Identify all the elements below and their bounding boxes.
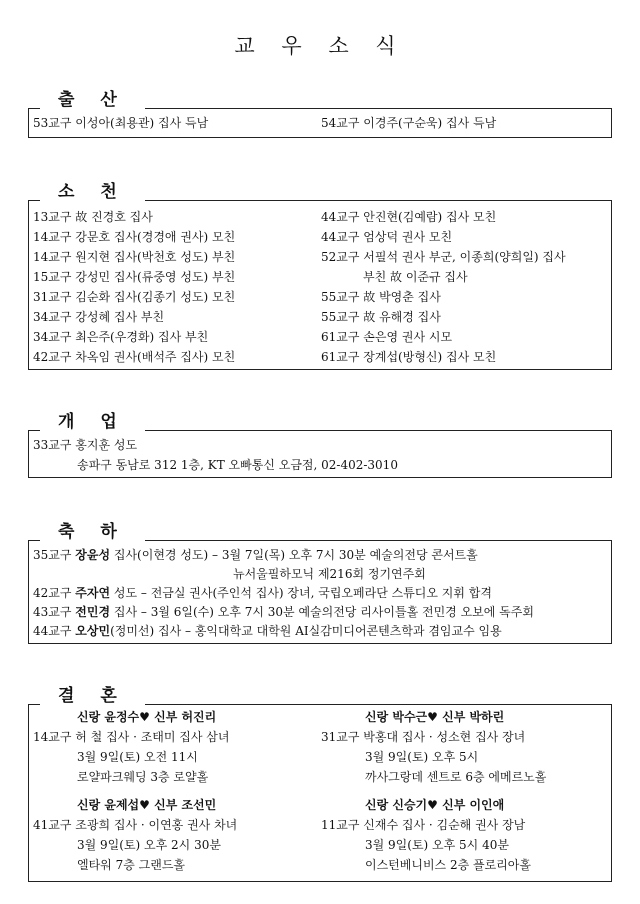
wedding-family: 31교구 박홍대 집사 · 성소현 집사 장녀 — [321, 730, 526, 744]
death-item: 14교구 강문호 집사(경경애 권사) 모친 — [33, 230, 236, 244]
heart-icon: ♥ — [139, 710, 150, 724]
death-item: 34교구 강성혜 집사 부친 — [33, 310, 165, 324]
bride-name: 허진리 — [181, 710, 217, 724]
opening-title: 개 업 — [40, 412, 145, 432]
congrats-detail: 성도 – 전금실 권사(주인석 집사) 장녀, 국립오페라단 스튜디오 지휘 합격 — [110, 586, 492, 600]
congrats-detail: (정미선) 집사 – 홍익대학교 대학원 AI실감미디어콘텐츠학과 겸임교수 임용 — [110, 624, 502, 638]
wedding-family: 41교구 조광희 집사 · 이연홍 권사 차녀 — [33, 818, 238, 832]
wedding-title: 결 혼 — [40, 686, 145, 706]
wedding-place: 까사그랑데 센트로 6층 에메르노홀 — [365, 770, 547, 784]
groom-name: 신승기 — [392, 798, 428, 812]
congrats-prefix: 42교구 — [33, 586, 76, 600]
groom-label: 신랑 — [365, 798, 393, 812]
congrats-item — [33, 547, 478, 563]
wedding-couple — [365, 797, 504, 813]
wedding-date: 3월 9일(토) 오전 11시 — [77, 750, 198, 764]
birth-title: 출 산 — [40, 90, 145, 110]
congrats-prefix: 44교구 — [33, 624, 76, 638]
death-section — [28, 200, 612, 370]
wedding-date: 3월 9일(토) 오후 2시 30분 — [77, 838, 221, 852]
wedding-date: 3월 9일(토) 오후 5시 — [365, 750, 479, 764]
opening-line-2: 송파구 동남로 312 1층, KT 오빠통신 오금점, 02-402-3010 — [77, 458, 398, 472]
congrats-item — [33, 604, 534, 620]
death-item: 55교구 故 유해경 집사 — [321, 310, 441, 324]
death-item: 61교구 장계섭(방형신) 집사 모친 — [321, 350, 497, 364]
wedding-family: 11교구 신재수 집사 · 김순해 권사 장남 — [321, 818, 526, 832]
wedding-section — [28, 704, 612, 882]
wedding-place: 로얄파크웨딩 3층 로얄홀 — [77, 770, 209, 784]
heart-icon: ♥ — [427, 710, 438, 724]
congrats-detail: 뉴서울필하모닉 제216회 정기연주회 — [233, 567, 426, 581]
wedding-couple — [365, 709, 504, 725]
birth-right: 54교구 이경주(구순욱) 집사 득남 — [321, 116, 497, 130]
bride-name: 조선민 — [181, 798, 217, 812]
death-item: 14교구 원지현 집사(박천호 성도) 부친 — [33, 250, 236, 264]
death-item: 44교구 엄상덕 권사 모친 — [321, 230, 453, 244]
congrats-section — [28, 540, 612, 644]
groom-label: 신랑 — [77, 710, 105, 724]
birth-left: 53교구 이성아(최용관) 집사 득남 — [33, 116, 209, 130]
opening-section — [28, 430, 612, 478]
death-item: 55교구 故 박영춘 집사 — [321, 290, 441, 304]
groom-label: 신랑 — [77, 798, 105, 812]
congrats-detail: 집사 – 3월 6일(수) 오후 7시 30분 예술의전당 리사이틀홀 전민경 오보에 독주회 — [110, 605, 534, 619]
bride-name: 박하린 — [469, 710, 505, 724]
wedding-place: 이스턴베니비스 2층 플로리아홀 — [365, 858, 531, 872]
groom-name: 윤정수 — [104, 710, 140, 724]
death-item: 44교구 안진현(김예람) 집사 모친 — [321, 210, 497, 224]
bride-label: 신부 — [149, 710, 182, 724]
death-item: 15교구 강성민 집사(류중영 성도) 부친 — [33, 270, 236, 284]
death-item: 13교구 故 진경호 집사 — [33, 210, 153, 224]
wedding-date: 3월 9일(토) 오후 5시 40분 — [365, 838, 509, 852]
birth-section — [28, 108, 612, 138]
congrats-title: 축 하 — [40, 522, 145, 542]
congrats-name: 오상민 — [75, 624, 111, 638]
congrats-name: 장윤성 — [75, 548, 111, 562]
opening-line-1: 33교구 홍지훈 성도 — [33, 438, 138, 452]
death-item: 52교구 서필석 권사 부군, 이종희(양희일) 집사 — [321, 250, 566, 264]
congrats-prefix: 43교구 — [33, 605, 76, 619]
page-title: 교 우 소 식 — [234, 34, 406, 58]
congrats-item — [33, 623, 502, 639]
groom-name: 박수근 — [392, 710, 428, 724]
bride-label: 신부 — [437, 798, 470, 812]
death-item: 부친 故 이준규 집사 — [363, 270, 468, 284]
death-item: 34교구 최은주(우경화) 집사 부친 — [33, 330, 209, 344]
heart-icon: ♥ — [139, 798, 150, 812]
bride-label: 신부 — [149, 798, 182, 812]
bride-label: 신부 — [437, 710, 470, 724]
groom-label: 신랑 — [365, 710, 393, 724]
congrats-name: 주자연 — [75, 586, 111, 600]
congrats-item — [233, 566, 426, 582]
congrats-prefix: 35교구 — [33, 548, 76, 562]
death-item: 42교구 차옥임 권사(배석주 집사) 모친 — [33, 350, 236, 364]
wedding-couple — [77, 709, 216, 725]
wedding-place: 엘타워 7층 그랜드홀 — [77, 858, 186, 872]
congrats-item — [33, 585, 492, 601]
bride-name: 이인애 — [469, 798, 505, 812]
groom-name: 윤제섭 — [104, 798, 140, 812]
wedding-couple — [77, 797, 216, 813]
congrats-name: 전민경 — [75, 605, 111, 619]
wedding-family: 14교구 허 철 집사 · 조태미 집사 삼녀 — [33, 730, 230, 744]
death-item: 31교구 김순화 집사(김종기 성도) 모친 — [33, 290, 236, 304]
death-title: 소 천 — [40, 182, 145, 202]
death-item: 61교구 손은영 권사 시모 — [321, 330, 453, 344]
heart-icon: ♥ — [427, 798, 438, 812]
congrats-detail: 집사(이현경 성도) – 3월 7일(목) 오후 7시 30분 예술의전당 콘서트홀 — [110, 548, 478, 562]
